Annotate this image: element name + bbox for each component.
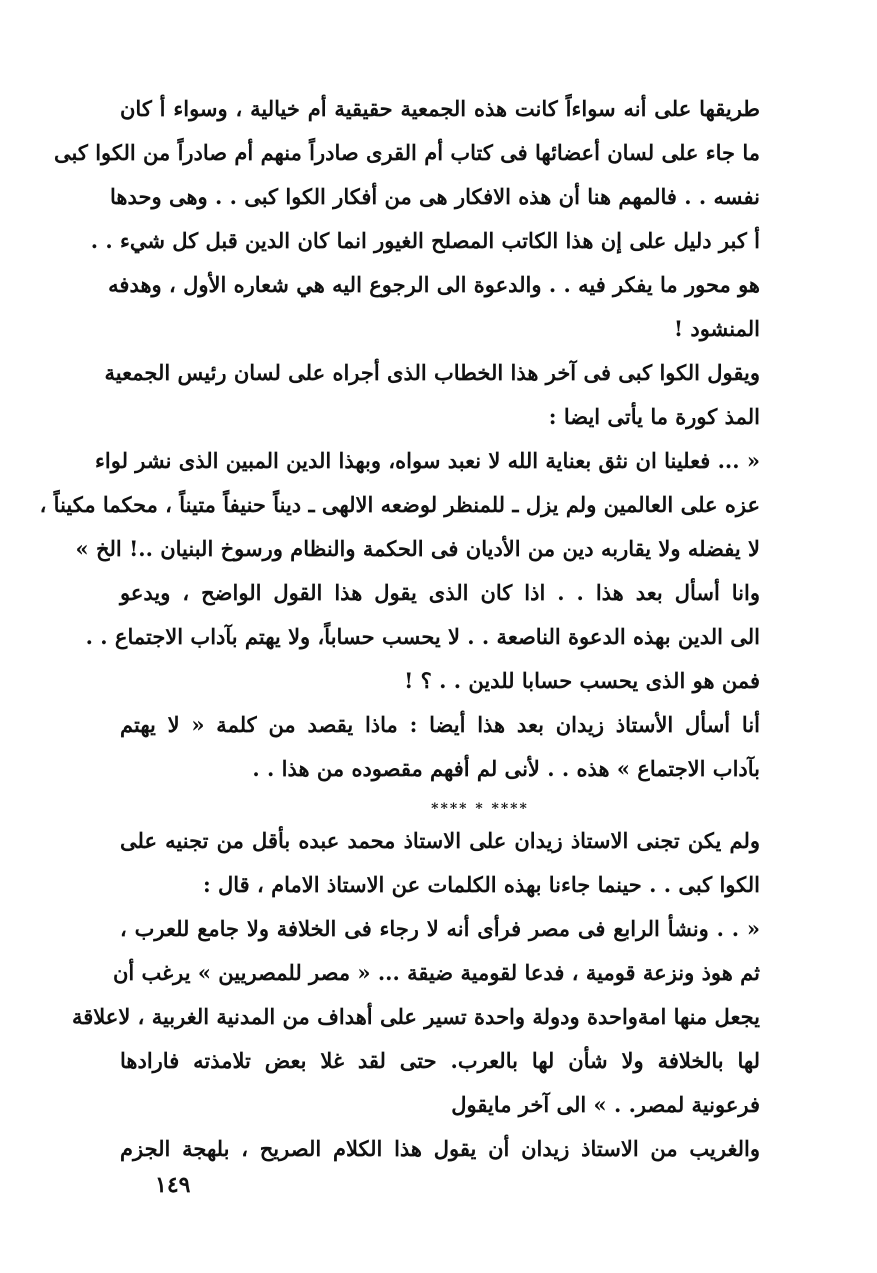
- text-line: ما جاء على لسان أعضائها فى كتاب أم القرى صادراً منهم أم صادراً من الكوا كبى: [54, 140, 760, 165]
- quote-line: لا يفضله ولا يقاربه دين من الأديان فى الحكمة والنظام ورسوخ البنيان ..! الخ »: [75, 536, 760, 561]
- section-separator: **** * ****: [431, 801, 529, 817]
- text-line: أ كبر دليل على إن هذا الكاتب المصلح الغيور انما كان الدين قبل كل شيء . .: [90, 228, 760, 253]
- text-line: المذ كورة ما يأتى ايضا :: [548, 404, 760, 429]
- text-line: هو محور ما يفكر فيه . . والدعوة الى الرجوع اليه هي شعاره الأول ، وهدفه: [108, 272, 760, 297]
- text-line: وانا أسأل بعد هذا . . اذا كان الذى يقول هذا القول الواضح ، ويدعو: [120, 580, 760, 605]
- page-number: ١٤٩: [155, 1172, 191, 1198]
- text-line: المنشود !: [673, 316, 760, 341]
- quote-line: ثم هوذ ونزعة قومية ، فدعا لقومية ضيقة ... « مصر للمصريين » يرغب أن: [112, 960, 760, 985]
- quote-line: عزه على العالمين ولم يزل ـ للمنظر لوضعه الالهى ـ ديناً حنيفاً متيناً ، محكما مكيناً ،: [39, 492, 760, 517]
- text-line: أنا أسأل الأستاذ زيدان بعد هذا أيضا : ماذا يقصد من كلمة « لا يهتم: [120, 712, 760, 737]
- text-line: ويقول الكوا كبى فى آخر هذا الخطاب الذى أجراه على لسان رئيس الجمعية: [104, 360, 760, 385]
- quote-line: لها بالخلافة ولا شأن لها بالعرب. حتى لقد غلا بعض تلامذته فارادها: [120, 1048, 760, 1073]
- text-line: طريقها على أنه سواءاً كانت هذه الجمعية حقيقية أم خيالية ، وسواء أ كان: [120, 96, 760, 121]
- text-line: بآداب الاجتماع » هذه . . لأنى لم أفهم مقصوده من هذا . .: [252, 756, 760, 781]
- quote-line: « . . ونشأ الرابع فى مصر فرأى أنه لا رجاء فى الخلافة ولا جامع للعرب ،: [120, 916, 760, 941]
- text-line: فمن هو الذى يحسب حسابا للدين . . ؟ !: [404, 668, 760, 693]
- text-line: نفسه . . فالمهم هنا أن هذه الافكار هى من أفكار الكوا كبى . . وهى وحدها: [110, 184, 760, 209]
- quote-line: يجعل منها امةواحدة ودولة واحدة تسير على أهداف من المدنية الغربية ، لاعلاقة: [71, 1004, 760, 1029]
- text-line: ولم يكن تجنى الاستاذ زيدان على الاستاذ محمد عبده بأقل من تجنيه على: [120, 828, 760, 853]
- text-line: والغريب من الاستاذ زيدان أن يقول هذا الكلام الصريح ، بلهجة الجزم: [120, 1136, 760, 1161]
- page-text: [39, 96, 760, 1180]
- text-line: الى الدين بهذه الدعوة الناصعة . . لا يحسب حساباً، ولا يهتم بآداب الاجتماع . .: [85, 624, 760, 649]
- text-line: الكوا كبى . . حينما جاءنا بهذه الكلمات عن الاستاذ الامام ، قال :: [202, 872, 760, 897]
- quote-line: « ... فعلينا ان نثق بعناية الله لا نعبد سواه، وبهذا الدين المبين الذى نشر لواء: [95, 448, 760, 473]
- quote-line: فرعونية لمصر. . » الى آخر مايقول: [451, 1092, 760, 1117]
